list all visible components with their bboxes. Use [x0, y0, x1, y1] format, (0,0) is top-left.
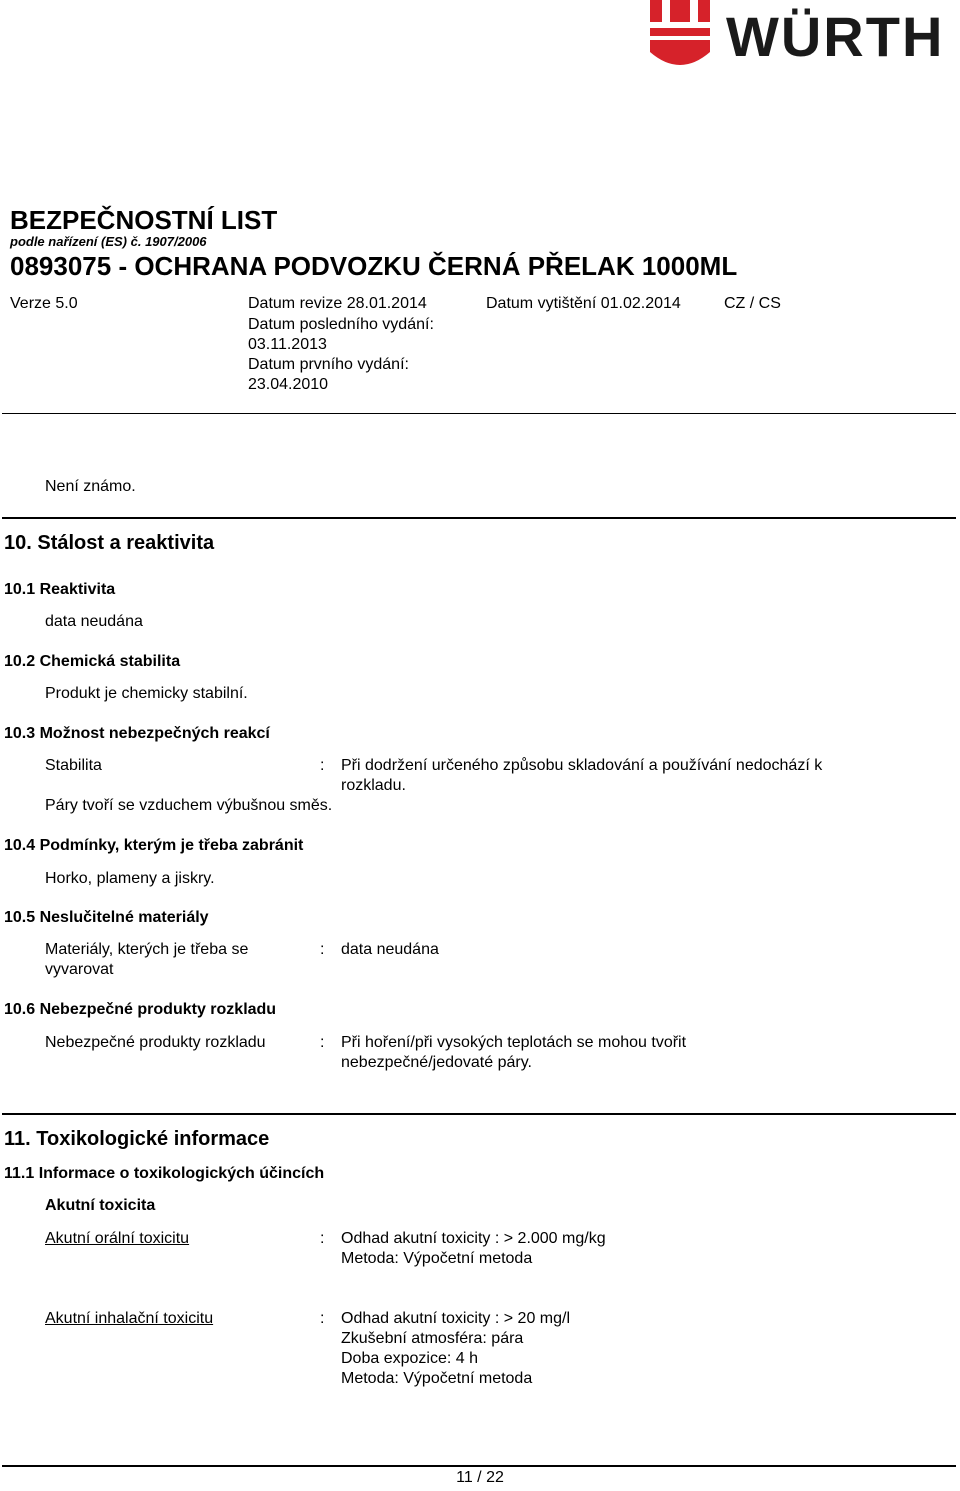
last-issue-date: 03.11.2013	[248, 336, 327, 353]
header-divider	[2, 413, 956, 414]
first-issue-date: 23.04.2010	[248, 376, 329, 393]
section-10-1-text: data neudána	[45, 613, 143, 630]
page-number: 11 / 22	[456, 1469, 504, 1486]
oral-toxicity-label: Akutní orální toxicitu	[45, 1230, 190, 1247]
section-11-1-heading: 11.1 Informace o toxikologických účincích	[4, 1165, 325, 1182]
section-10-6-heading: 10.6 Nebezpečné produkty rozkladu	[4, 1001, 277, 1018]
intro-text: Není známo.	[45, 478, 136, 495]
decomposition-value-line2: nebezpečné/jedovaté páry.	[341, 1054, 532, 1071]
materials-label-line2: vyvarovat	[45, 961, 114, 978]
section-divider	[2, 517, 956, 519]
revision-date: Datum revize 28.01.2014	[248, 295, 427, 312]
wurth-logo	[648, 0, 960, 70]
materials-value: data neudána	[341, 941, 439, 958]
section-10-4-text: Horko, plameny a jiskry.	[45, 870, 215, 887]
product-name: 0893075 - OCHRANA PODVOZKU ČERNÁ PŘELAK 1000ML	[10, 251, 738, 281]
svg-text:WÜRTH: WÜRTH	[726, 5, 945, 68]
section-10-1-heading: 10.1 Reaktivita	[4, 581, 116, 598]
materials-label-line1: Materiály, kterých je třeba se	[45, 941, 249, 958]
oral-toxicity-line1: Odhad akutní toxicity : > 2.000 mg/kg	[341, 1230, 606, 1247]
inhalation-toxicity-label: Akutní inhalační toxicitu	[45, 1310, 214, 1327]
inhalation-toxicity-line2: Zkušební atmosféra: pára	[341, 1330, 524, 1347]
oral-toxicity-line2: Metoda: Výpočetní metoda	[341, 1250, 533, 1267]
first-issue-label: Datum prvního vydání:	[248, 356, 409, 373]
field-colon: :	[320, 1310, 325, 1327]
stability-value-line2: rozkladu.	[341, 777, 406, 794]
field-colon: :	[320, 941, 325, 958]
inhalation-toxicity-line1: Odhad akutní toxicity : > 20 mg/l	[341, 1310, 571, 1327]
document-title: BEZPEČNOSTNÍ LIST	[10, 205, 278, 235]
last-issue-label: Datum posledního vydání:	[248, 316, 434, 333]
print-date: Datum vytištění 01.02.2014	[486, 295, 681, 312]
field-colon: :	[320, 757, 325, 774]
version: Verze 5.0	[10, 295, 78, 312]
footer-divider	[2, 1465, 956, 1467]
section-10-4-heading: 10.4 Podmínky, kterým je třeba zabránit	[4, 837, 304, 854]
regulation-subtitle: podle nařízení (ES) č. 1907/2006	[10, 234, 207, 249]
stability-value-line1: Při dodržení určeného způsobu skladování a používání nedochází k	[341, 757, 823, 774]
decomposition-label: Nebezpečné produkty rozkladu	[45, 1034, 266, 1051]
inhalation-toxicity-line4: Metoda: Výpočetní metoda	[341, 1370, 533, 1387]
vapour-note: Páry tvoří se vzduchem výbušnou směs.	[45, 797, 333, 814]
section-10-title: 10. Stálost a reaktivita	[4, 532, 215, 554]
stability-label: Stabilita	[45, 757, 102, 774]
field-colon: :	[320, 1034, 325, 1051]
section-10-2-heading: 10.2 Chemická stabilita	[4, 653, 181, 670]
section-10-2-text: Produkt je chemicky stabilní.	[45, 685, 248, 702]
inhalation-toxicity-line3: Doba expozice: 4 h	[341, 1350, 478, 1367]
section-divider	[2, 1113, 956, 1115]
locale: CZ / CS	[724, 295, 781, 312]
decomposition-value-line1: Při hoření/při vysokých teplotách se mohou tvořit	[341, 1034, 687, 1051]
section-10-5-heading: 10.5 Neslučitelné materiály	[4, 909, 209, 926]
acute-toxicity-heading: Akutní toxicita	[45, 1197, 156, 1214]
wurth-logo-mark	[650, 0, 710, 65]
section-10-3-heading: 10.3 Možnost nebezpečných reakcí	[4, 725, 270, 742]
section-11-title: 11. Toxikologické informace	[4, 1128, 270, 1150]
field-colon: :	[320, 1230, 325, 1247]
